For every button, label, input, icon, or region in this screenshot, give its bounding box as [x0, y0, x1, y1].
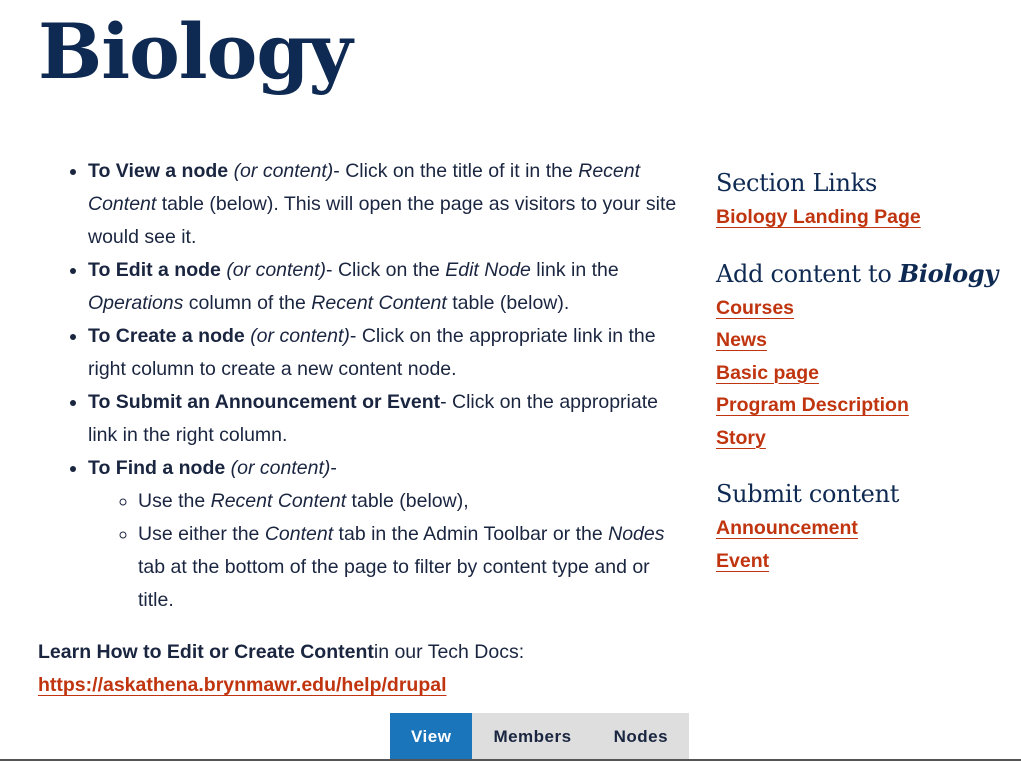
biology-landing-page-link[interactable]: Biology Landing Page — [716, 206, 921, 228]
instruction-edit-label: To Edit a node — [88, 259, 221, 281]
find-sub2-text-c: tab at the bottom of the page to filter by content type and or title. — [138, 556, 650, 611]
instruction-create — [88, 320, 678, 386]
add-content-heading-prefix: Add content to — [716, 259, 899, 288]
add-story-link[interactable]: Story — [716, 426, 766, 449]
submit-content — [716, 476, 1016, 577]
instructions — [38, 155, 678, 617]
add-basic-page-link[interactable]: Basic page — [716, 361, 819, 384]
add-news-link[interactable]: News — [716, 329, 767, 351]
learn-more-label: Learn How to Edit or Create Content — [38, 641, 374, 663]
submit-announcement-link[interactable]: Announcement — [716, 517, 858, 539]
instruction-create-label: To Create a node — [88, 325, 245, 347]
submit-event-link[interactable]: Event — [716, 549, 770, 572]
add-courses-link[interactable]: Courses — [716, 296, 795, 319]
tabs-divider — [0, 759, 1021, 761]
instruction-submit — [88, 386, 678, 452]
add-content-item — [716, 292, 1016, 325]
sidebar — [716, 165, 1016, 599]
instruction-find-label: To Find a node — [88, 457, 226, 479]
instruction-create-note: (or content) — [250, 325, 350, 347]
add-program-description-link[interactable]: Program Description — [716, 394, 909, 416]
instruction-edit — [88, 254, 678, 320]
instruction-find — [88, 452, 678, 617]
submit-content-heading: Submit content — [716, 480, 900, 508]
section-links-item — [716, 201, 1016, 234]
tab-view[interactable]: View — [390, 713, 472, 760]
add-content-item — [716, 324, 1016, 357]
instruction-submit-text-a: - Click on the appropriate link in the right column. — [88, 391, 658, 446]
find-option-toolbar — [138, 518, 678, 617]
section-links-list — [716, 201, 1016, 234]
instruction-submit-label: To Submit an Announcement or Event — [88, 391, 441, 413]
instruction-view-text-a: - Click on the title of it in the — [333, 160, 579, 182]
add-content-list — [716, 292, 1016, 455]
instruction-edit-italic-d: Recent Content — [311, 292, 447, 314]
add-content-item — [716, 389, 1016, 422]
instruction-view — [88, 155, 678, 254]
find-sub2-text-b: tab in the Admin Toolbar or the — [333, 523, 609, 545]
add-content — [716, 256, 1016, 455]
instruction-edit-italic-c: Operations — [88, 292, 184, 314]
add-content-item — [716, 422, 1016, 455]
section-links — [716, 165, 1016, 234]
instruction-edit-note: (or content) — [226, 259, 327, 281]
section-links-heading: Section Links — [716, 169, 877, 197]
instruction-view-italic-b: Recent Content — [88, 160, 641, 215]
find-sub2-italic-c: Nodes — [608, 523, 665, 545]
instruction-view-note: (or content) — [233, 160, 334, 182]
learn-more — [38, 636, 658, 702]
add-content-heading-site: Biology — [898, 258, 999, 288]
find-option-recent — [138, 485, 678, 518]
instruction-edit-italic-b: Edit Node — [445, 259, 531, 281]
instruction-edit-text-a: - Click on the — [326, 259, 446, 281]
submit-content-item — [716, 545, 1016, 578]
instruction-find-text-a: - — [330, 457, 337, 479]
find-sub2-text-a: Use either the — [138, 523, 265, 545]
find-sub2-italic-b: Content — [264, 523, 334, 545]
add-content-heading — [716, 256, 1016, 292]
instruction-edit-text-c: column of the — [183, 292, 312, 314]
instructions-list — [38, 155, 678, 617]
tab-nodes[interactable]: Nodes — [593, 713, 689, 760]
submit-content-list — [716, 512, 1016, 577]
instruction-find-note: (or content) — [230, 457, 331, 479]
tech-docs-link[interactable]: https://askathena.brynmawr.edu/help/drupal — [38, 674, 447, 696]
instruction-view-label: To View a node — [88, 160, 229, 182]
instruction-view-text-b: table (below). This will open the page as visitors to your site would see it. — [88, 193, 677, 248]
instruction-create-text-a: - Click on the appropriate link in the right column to create a new content node. — [88, 325, 656, 380]
local-tasks-tabs — [390, 713, 689, 760]
instruction-edit-text-b: link in the — [530, 259, 619, 281]
submit-content-item — [716, 512, 1016, 545]
instruction-edit-text-d: table (below). — [446, 292, 570, 314]
find-sub1-italic-b: Recent Content — [210, 490, 347, 512]
learn-more-text: in our Tech Docs: — [373, 641, 525, 663]
page-title: Biology — [38, 7, 352, 96]
find-sublist — [88, 485, 678, 617]
find-sub1-text-b: table (below), — [346, 490, 469, 512]
find-sub1-text-a: Use the — [138, 490, 211, 512]
add-content-item — [716, 357, 1016, 390]
tab-members[interactable]: Members — [472, 713, 592, 760]
